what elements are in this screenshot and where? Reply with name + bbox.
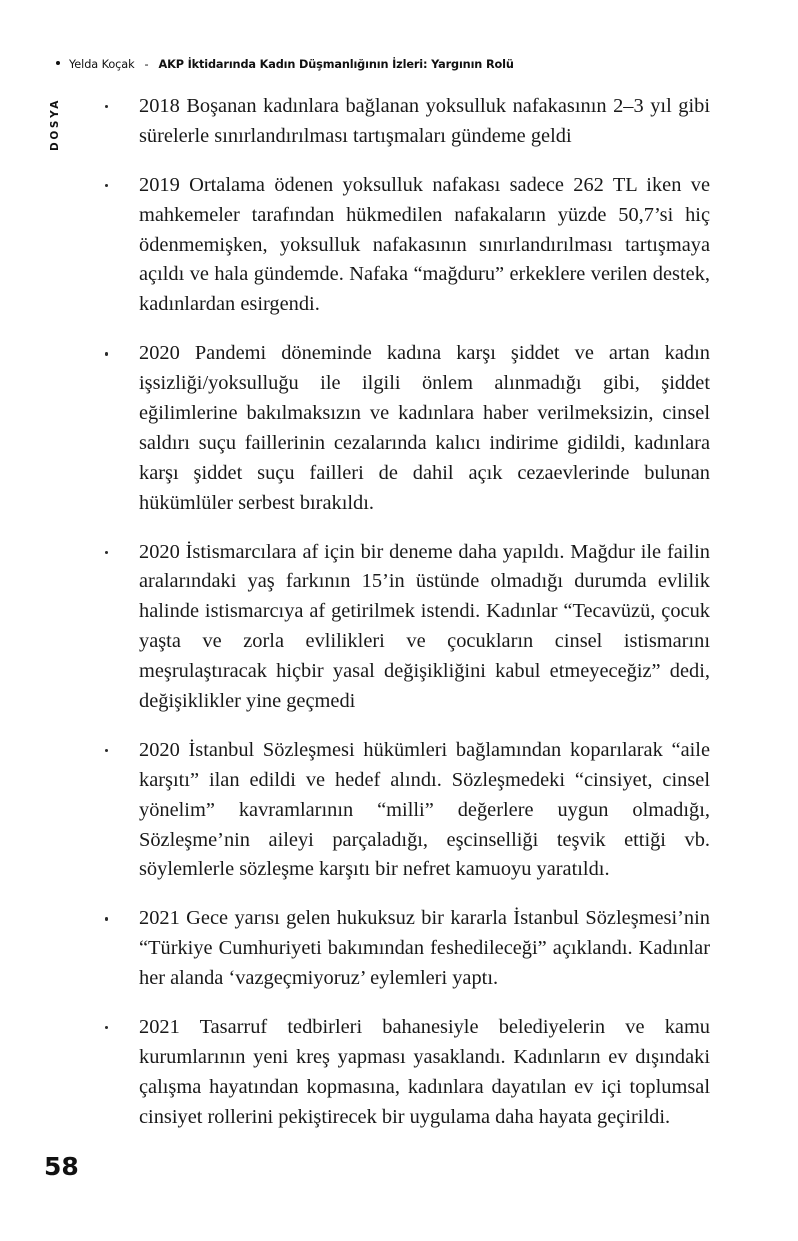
running-head-author: Yelda Koçak	[69, 58, 135, 71]
list-item-text: 2018 Boşanan kadınlara bağlanan yoksulluk nafakasının 2–3 yıl gibi sürelerle sınırlandırılması tartışmaları gündeme geldi	[139, 95, 710, 147]
section-marker-label: DOSYA	[49, 98, 61, 151]
list-item-text: 2020 İstanbul Sözleşmesi hükümleri bağlamından koparılarak “aile karşıtı” ilan edildi ve hedef alındı. Sözleşmedeki “cinsiyet, cinsel yönelim” kavramlarının “milli” değerlere uygun olmadığı, Sözleşme’nin aileyi parçaladığı, eşcinselliği teşvik ettiği vb. söylemlerle sözleşme karşıtı bir nefret kamuoyu yaratıldı.	[139, 738, 710, 881]
page-number: 58	[44, 1152, 79, 1181]
running-head-separator: -	[144, 58, 149, 71]
running-head-bullet-icon	[56, 61, 60, 65]
list-item-text: 2020 İstismarcılara af için bir deneme daha yapıldı. Mağdur ile failin aralarındaki yaş farkının 15’in üstünde olmadığı durumda evlilik halinde istismarcıya af getirilmek istendi. Kadınlar “Tecavüzü, çocuk yaşta ve zorla evlilikleri ve çocukların cinsel istismarını meşrulaştıracak hiçbir yasal değişikliğini kabul etmeyeceğiz” dedi, değişiklikler yine geçmedi	[139, 540, 710, 713]
list-item	[96, 92, 710, 152]
list-item	[96, 1013, 710, 1133]
list-item-text: 2021 Tasarruf tedbirleri bahanesiyle belediyelerin ve kamu kurumlarının yeni kreş yapması yasaklandı. Kadınların ev dışındaki çalışma hayatından kopmasına, kadınlara dayatılan ev içi toplumsal cinsiyet rollerini pekiştirecek bir uygulama daha hayata geçirildi.	[139, 1016, 710, 1128]
list-item-text: 2020 Pandemi döneminde kadına karşı şiddet ve artan kadın işsizliği/yoksulluğu ile ilgili önlem alınmadığı gibi, şiddet eğilimlerine bakılmaksızın ve kadınlara haber verilmeksizin, cinsel saldırı suçu faillerinin cezalarında kalıcı indirime gidildi, kadınlara karşı şiddet suçu failleri de dahil açık cezaevlerinde bulunan hükümlüler serbest bırakıldı.	[139, 342, 710, 514]
running-head-title: AKP İktidarında Kadın Düşmanlığının İzleri: Yargının Rolü	[158, 58, 514, 71]
list-item	[96, 171, 710, 320]
bullet-list	[96, 92, 710, 1133]
section-marker	[44, 98, 66, 188]
list-item	[96, 538, 710, 717]
list-item	[96, 904, 710, 994]
list-item-text: 2021 Gece yarısı gelen hukuksuz bir kararla İstanbul Sözleşmesi’nin “Türkiye Cumhuriyeti bakımından feshedileceği” açıklandı. Kadınlar her alanda ‘vazgeçmiyoruz’ eylemleri yaptı.	[139, 907, 710, 990]
body-content	[96, 92, 710, 1133]
list-item	[96, 339, 710, 518]
list-item-text: 2019 Ortalama ödenen yoksulluk nafakası sadece 262 TL iken ve mahkemeler tarafından hükmedilen nafakaların yüzde 50,7’si hiç ödenmemişken, yoksulluk nafakasının sınırlandırılması tartışmaya açıldı ve hala gündemde. Nafaka “mağduru” erkeklere verilen destek, kadınlardan esirgendi.	[139, 173, 710, 316]
running-head	[56, 58, 716, 72]
list-item	[96, 736, 710, 885]
